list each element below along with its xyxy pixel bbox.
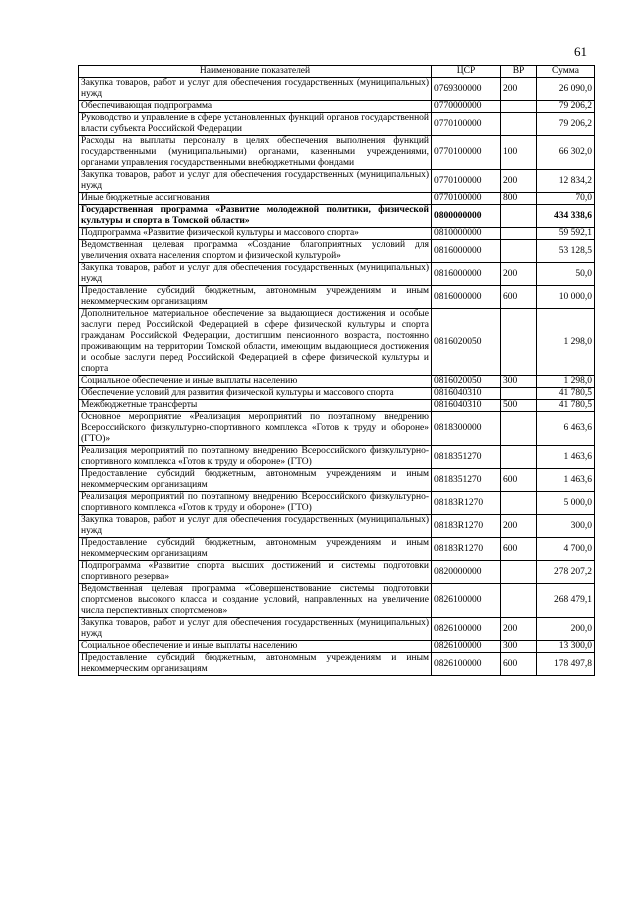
table-row <box>79 78 595 101</box>
cell-csr: 0816040310 <box>432 400 501 412</box>
cell-vr <box>501 388 537 400</box>
cell-csr: 0818300000 <box>432 412 501 446</box>
header-vr: ВР <box>501 66 537 78</box>
cell-vr <box>501 309 537 376</box>
table-row <box>79 263 595 286</box>
cell-sum: 278 207,2 <box>537 561 595 584</box>
cell-name: Дополнительное материальное обеспечение за выдающиеся достижения и особые заслуги перед Российской Федерацией в сфере физической культуры и спорта гражданам Российской Федерации, достигшим пенсионного возраста, постоянно проживающим на территории Томской области, имеющим выдающиеся достижения и особые заслуги перед Российской Федерацией в сфере физической культуры и спорта <box>79 309 432 376</box>
table-row <box>79 240 595 263</box>
cell-vr <box>501 584 537 618</box>
cell-csr: 0816020050 <box>432 376 501 388</box>
cell-vr <box>501 205 537 228</box>
cell-sum: 4 700,0 <box>537 538 595 561</box>
cell-name: Руководство и управление в сфере установленных функций органов государственной власти субъекта Российской Федерации <box>79 113 432 136</box>
cell-vr: 200 <box>501 78 537 101</box>
cell-sum: 10 000,0 <box>537 286 595 309</box>
cell-sum: 1 298,0 <box>537 309 595 376</box>
cell-name: Обеспечивающая подпрограмма <box>79 101 432 113</box>
table-row <box>79 228 595 240</box>
table-row <box>79 653 595 676</box>
cell-sum: 13 300,0 <box>537 641 595 653</box>
cell-vr <box>501 101 537 113</box>
cell-vr <box>501 412 537 446</box>
table-row <box>79 538 595 561</box>
cell-sum: 70,0 <box>537 193 595 205</box>
cell-name: Подпрограмма «Развитие физической культуры и массового спорта» <box>79 228 432 240</box>
cell-csr: 0770100000 <box>432 170 501 193</box>
table-body <box>79 78 595 676</box>
cell-vr: 200 <box>501 515 537 538</box>
cell-sum: 178 497,8 <box>537 653 595 676</box>
cell-csr: 0770100000 <box>432 193 501 205</box>
cell-csr: 0818351270 <box>432 446 501 469</box>
table-row <box>79 388 595 400</box>
cell-vr: 500 <box>501 400 537 412</box>
cell-sum: 6 463,6 <box>537 412 595 446</box>
cell-sum: 79 206,2 <box>537 113 595 136</box>
cell-csr: 0770000000 <box>432 101 501 113</box>
cell-csr: 0770100000 <box>432 113 501 136</box>
cell-name: Предоставление субсидий бюджетным, автономным учреждениям и иным некоммерческим организациям <box>79 469 432 492</box>
cell-sum: 300,0 <box>537 515 595 538</box>
cell-name: Реализация мероприятий по поэтапному внедрению Всероссийского физкультурно-спортивного комплекса «Готов к труду и обороне» (ГТО) <box>79 492 432 515</box>
cell-csr: 0769300000 <box>432 78 501 101</box>
cell-sum: 41 780,5 <box>537 400 595 412</box>
cell-sum: 41 780,5 <box>537 388 595 400</box>
cell-vr: 300 <box>501 641 537 653</box>
cell-name: Закупка товаров, работ и услуг для обеспечения государственных (муниципальных) нужд <box>79 618 432 641</box>
cell-csr: 08183R1270 <box>432 538 501 561</box>
cell-csr: 0826100000 <box>432 618 501 641</box>
cell-sum: 59 592,1 <box>537 228 595 240</box>
cell-sum: 79 206,2 <box>537 101 595 113</box>
cell-name: Ведомственная целевая программа «Совершенствование системы подготовки спортсменов высокого класса и создание условий, направленных на увеличение числа перспективных спортсменов» <box>79 584 432 618</box>
cell-csr: 0800000000 <box>432 205 501 228</box>
table-row <box>79 101 595 113</box>
table-header-row <box>79 66 595 78</box>
table-row <box>79 170 595 193</box>
cell-sum: 1 298,0 <box>537 376 595 388</box>
cell-vr <box>501 113 537 136</box>
cell-vr <box>501 240 537 263</box>
table-row <box>79 515 595 538</box>
table-row <box>79 205 595 228</box>
cell-name: Предоставление субсидий бюджетным, автономным учреждениям и иным некоммерческим организациям <box>79 286 432 309</box>
header-name: Наименование показателей <box>79 66 432 78</box>
cell-vr: 200 <box>501 618 537 641</box>
cell-sum: 12 834,2 <box>537 170 595 193</box>
cell-csr: 0816040310 <box>432 388 501 400</box>
cell-vr: 100 <box>501 136 537 170</box>
cell-name: Закупка товаров, работ и услуг для обеспечения государственных (муниципальных) нужд <box>79 78 432 101</box>
cell-name: Подпрограмма «Развитие спорта высших достижений и системы подготовки спортивного резерва» <box>79 561 432 584</box>
table-row <box>79 469 595 492</box>
cell-csr: 0816000000 <box>432 263 501 286</box>
table-row <box>79 618 595 641</box>
cell-sum: 53 128,5 <box>537 240 595 263</box>
cell-csr: 0816000000 <box>432 286 501 309</box>
cell-sum: 268 479,1 <box>537 584 595 618</box>
cell-csr: 0826100000 <box>432 584 501 618</box>
cell-name: Ведомственная целевая программа «Создание благоприятных условий для увеличения охвата населения спортом и физической культурой» <box>79 240 432 263</box>
table-row <box>79 376 595 388</box>
cell-name: Закупка товаров, работ и услуг для обеспечения государственных (муниципальных) нужд <box>79 263 432 286</box>
cell-name: Обеспечение условий для развития физической культуры и массового спорта <box>79 388 432 400</box>
table-row <box>79 136 595 170</box>
cell-name: Реализация мероприятий по поэтапному внедрению Всероссийского физкультурно-спортивного комплекса «Готов к труду и обороне» (ГТО) <box>79 446 432 469</box>
cell-csr: 0770100000 <box>432 136 501 170</box>
table-row <box>79 400 595 412</box>
table-row <box>79 412 595 446</box>
cell-vr <box>501 561 537 584</box>
cell-sum: 434 338,6 <box>537 205 595 228</box>
cell-name: Закупка товаров, работ и услуг для обеспечения государственных (муниципальных) нужд <box>79 170 432 193</box>
cell-name: Предоставление субсидий бюджетным, автономным учреждениям и иным некоммерческим организациям <box>79 538 432 561</box>
header-sum: Сумма <box>537 66 595 78</box>
cell-csr: 08183R1270 <box>432 515 501 538</box>
cell-name: Социальное обеспечение и иные выплаты населению <box>79 376 432 388</box>
cell-name: Предоставление субсидий бюджетным, автономным учреждениям и иным некоммерческим организациям <box>79 653 432 676</box>
cell-vr: 800 <box>501 193 537 205</box>
cell-name: Закупка товаров, работ и услуг для обеспечения государственных (муниципальных) нужд <box>79 515 432 538</box>
cell-csr: 0826100000 <box>432 641 501 653</box>
cell-name: Иные бюджетные ассигнования <box>79 193 432 205</box>
cell-vr <box>501 446 537 469</box>
cell-vr: 200 <box>501 263 537 286</box>
table-row <box>79 309 595 376</box>
page-number: 61 <box>574 44 587 59</box>
cell-sum: 200,0 <box>537 618 595 641</box>
cell-csr: 0826100000 <box>432 653 501 676</box>
table-row <box>79 641 595 653</box>
table-row <box>79 492 595 515</box>
cell-vr <box>501 228 537 240</box>
cell-name: Социальное обеспечение и иные выплаты населению <box>79 641 432 653</box>
cell-sum: 50,0 <box>537 263 595 286</box>
cell-name: Государственная программа «Развитие молодежной политики, физической культуры и спорта в Томской области» <box>79 205 432 228</box>
cell-csr: 0820000000 <box>432 561 501 584</box>
cell-csr: 0816020050 <box>432 309 501 376</box>
cell-sum: 5 000,0 <box>537 492 595 515</box>
cell-name: Расходы на выплаты персоналу в целях обеспечения выполнения функций государственными (муниципальными) органами, казенными учреждениями, органами управления государственными внебюджетными фондами <box>79 136 432 170</box>
cell-csr: 0816000000 <box>432 240 501 263</box>
cell-vr <box>501 492 537 515</box>
table-row <box>79 286 595 309</box>
table-row <box>79 113 595 136</box>
cell-csr: 0810000000 <box>432 228 501 240</box>
cell-csr: 0818351270 <box>432 469 501 492</box>
cell-name: Основное мероприятие «Реализация мероприятий по поэтапному внедрению Всероссийского физкультурно-спортивного комплекса «Готов к труду и обороне» (ГТО)» <box>79 412 432 446</box>
cell-sum: 1 463,6 <box>537 469 595 492</box>
cell-vr: 300 <box>501 376 537 388</box>
budget-table <box>78 65 595 676</box>
cell-vr: 600 <box>501 469 537 492</box>
cell-vr: 600 <box>501 286 537 309</box>
cell-sum: 26 090,0 <box>537 78 595 101</box>
cell-vr: 200 <box>501 170 537 193</box>
cell-sum: 1 463,6 <box>537 446 595 469</box>
table-row <box>79 193 595 205</box>
table-row <box>79 561 595 584</box>
cell-vr: 600 <box>501 538 537 561</box>
cell-sum: 66 302,0 <box>537 136 595 170</box>
cell-name: Межбюджетные трансферты <box>79 400 432 412</box>
header-csr: ЦСР <box>432 66 501 78</box>
cell-vr: 600 <box>501 653 537 676</box>
table-row <box>79 446 595 469</box>
table-row <box>79 584 595 618</box>
cell-csr: 08183R1270 <box>432 492 501 515</box>
